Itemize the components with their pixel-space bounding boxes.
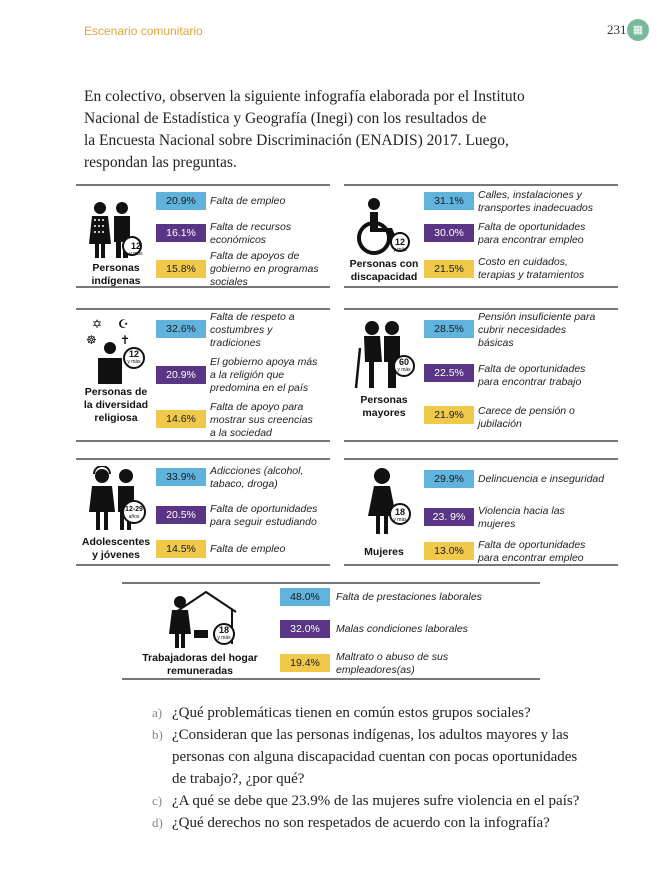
problem-line: Pensión insuficiente para [478, 311, 596, 323]
problem-line: costumbres y [210, 324, 273, 336]
problem-line: Falta de oportunidades [210, 503, 318, 515]
intro-line: respondan las preguntas. [84, 154, 237, 171]
problem-line: mujeres [478, 518, 516, 530]
group-label-line: y jóvenes [92, 549, 140, 561]
section-title: Escenario comunitario [84, 24, 203, 38]
problem-line: para encontrar empleo [478, 552, 584, 564]
problem-line: Falta de apoyos de [210, 250, 300, 262]
svg-text:☸: ☸ [86, 333, 97, 347]
group-label [346, 394, 422, 420]
question-text: ¿Qué problemáticas tienen en común estos grupos sociales? [172, 705, 531, 721]
intro-line [84, 130, 544, 152]
question-b [152, 724, 592, 790]
group-label-line: religiosa [94, 412, 138, 424]
pct-badge: 28.5% [424, 320, 474, 338]
pct-badge: 23. 9% [424, 508, 474, 526]
pct-badge: 20.9% [156, 366, 206, 384]
pct-badge: 22.5% [424, 364, 474, 382]
group-label-line: Personas [360, 394, 408, 406]
question-a [152, 702, 592, 724]
problem-line: Malas condiciones laborales [336, 623, 468, 635]
svg-text:✡: ✡ [92, 317, 103, 331]
pct-badge: 16.1% [156, 224, 206, 242]
problem-line: básicas [478, 337, 514, 349]
panel-discapacidad [344, 184, 618, 288]
problem-text [210, 311, 328, 350]
problem-line: sociales [210, 276, 248, 288]
problem-text [210, 195, 328, 208]
pct-badge: 29.9% [424, 470, 474, 488]
panel-jovenes [76, 458, 330, 566]
problem-text [478, 505, 616, 531]
age-badge-unit: y más [217, 635, 231, 641]
problem-line: Delincuencia e inseguridad [478, 473, 605, 485]
problem-text [478, 221, 616, 247]
pct-badge: 32.6% [156, 320, 206, 338]
question-text: ¿A qué se debe que 23.9% de las mujeres sufre violencia en el país? [172, 793, 580, 809]
group-label [78, 262, 154, 288]
age-badge-unit: años [128, 514, 140, 520]
problem-line: Costo en cuidados, [478, 256, 568, 268]
problem-text [336, 651, 536, 677]
problem-line: para seguir estudiando [210, 516, 317, 528]
age-badge-number: 60 [398, 357, 409, 367]
pct-badge: 21.5% [424, 260, 474, 278]
pct-badge: 14.5% [156, 540, 206, 558]
problem-text [478, 363, 616, 389]
problem-line: Falta de respeto a [210, 311, 295, 323]
problem-line: económicos [210, 234, 267, 246]
problem-text [478, 256, 616, 282]
page-number: 231 [607, 22, 627, 37]
pct-badge: 33.9% [156, 468, 206, 486]
question-text: ¿Consideran que las personas indígenas, los adultos mayores y las [172, 727, 569, 743]
problem-line: para encontrar empleo [478, 234, 584, 246]
problem-line: mostrar sus creencias [210, 414, 313, 426]
problem-line: Adicciones (alcohol, [210, 465, 304, 477]
intro-line: En colectivo, observen la siguiente infografía elaborada por el Instituto [84, 88, 525, 105]
problem-text [336, 591, 536, 604]
problem-line: Violencia hacia las [478, 505, 565, 517]
problem-line: Carece de pensión o [478, 405, 575, 417]
question-letter: c) [152, 793, 163, 808]
group-label-line: la diversidad [83, 399, 149, 411]
age-badge-number: 12 [130, 241, 141, 251]
pct-badge: 14.6% [156, 410, 206, 428]
question-text: de trabajo?, ¿por qué? [172, 771, 305, 787]
problem-text [478, 311, 616, 350]
problem-text [478, 405, 616, 431]
problem-line: Falta de oportunidades [478, 363, 586, 375]
group-label-line: remuneradas [167, 665, 233, 677]
pct-badge: 30.0% [424, 224, 474, 242]
panel-hogar [122, 582, 540, 680]
elderly-people-icon [352, 318, 416, 390]
problem-line: Falta de prestaciones laborales [336, 591, 482, 603]
pct-badge: 20.5% [156, 506, 206, 524]
intro-text: la Encuesta Nacional sobre Discriminación ( [84, 132, 361, 149]
pct-badge: 20.9% [156, 192, 206, 210]
intro-line: Nacional de Estadística y Geografía (Inegi) con los resultados de [84, 110, 487, 127]
problem-line: tabaco, droga) [210, 478, 278, 490]
problem-line: Maltrato o abuso de sus [336, 651, 449, 663]
group-label-line: discapacidad [350, 271, 418, 283]
problem-line: jubilación [478, 418, 522, 430]
problem-line: a la religión que [210, 369, 285, 381]
group-label-line: indígenas [91, 275, 141, 287]
problem-text [210, 221, 328, 247]
group-label [344, 258, 424, 284]
problem-line: El gobierno apoya más [210, 356, 318, 368]
problem-text [210, 401, 328, 440]
question-letter: b) [152, 727, 163, 742]
question-text: personas con alguna discapacidad cuentan con pocas oportunidades [172, 749, 578, 765]
age-badge-unit: y más [393, 517, 407, 523]
age-badge-number: 12 [128, 349, 139, 359]
young-people-icon [84, 466, 148, 532]
pct-badge: 48.0% [280, 588, 330, 606]
problem-line: para encontrar trabajo [478, 376, 582, 388]
problem-line: Calles, instalaciones y [478, 189, 582, 201]
pct-badge: 19.4% [280, 654, 330, 672]
book-icon: ▦ [627, 19, 649, 41]
problem-line: transportes inadecuados [478, 202, 593, 214]
problem-text [210, 250, 328, 289]
problem-text [478, 539, 616, 565]
group-label-line: mayores [362, 407, 406, 419]
problem-line: a la sociedad [210, 427, 272, 439]
problem-line: Falta de oportunidades [478, 221, 586, 233]
question-letter: a) [152, 705, 163, 720]
problem-line: empleadores(as) [336, 664, 415, 676]
panel-mayores [344, 308, 618, 442]
group-label-line: Personas [92, 262, 140, 274]
group-label [344, 546, 424, 559]
group-label [76, 386, 156, 425]
group-label-line: Personas de [84, 386, 148, 398]
age-badge-unit: y más [397, 367, 411, 373]
svg-text:☪: ☪ [118, 317, 129, 331]
pct-badge: 31.1% [424, 192, 474, 210]
pct-badge: 21.9% [424, 406, 474, 424]
problem-line: gobierno en programas [210, 263, 319, 275]
group-label-line: Trabajadoras del hogar [142, 652, 258, 664]
age-badge-unit: y más [129, 251, 143, 257]
pct-badge: 15.8% [156, 260, 206, 278]
problem-text [210, 503, 328, 529]
age-badge-unit: y más [393, 247, 407, 253]
age-badge-number: 12 [394, 237, 405, 247]
panel-religiosa [76, 308, 330, 442]
question-d [152, 812, 592, 834]
age-badge-number: 18 [218, 625, 229, 635]
group-label-line: Personas con [349, 258, 419, 270]
question-text: ¿Qué derechos no son respetados de acuerdo con la infografía? [172, 815, 550, 831]
woman-icon [362, 466, 414, 538]
question-letter: d) [152, 815, 163, 830]
problem-text [210, 356, 328, 395]
panel-mujeres [344, 458, 618, 566]
problem-text [336, 623, 536, 636]
svg-text:✝: ✝ [120, 333, 131, 347]
problem-line: Falta de recursos [210, 221, 292, 233]
pct-badge: 32.0% [280, 620, 330, 638]
age-badge-number: 12-29 [125, 506, 143, 513]
group-label [76, 536, 156, 562]
problem-text [210, 543, 328, 556]
intro-text: ) 2017. Luego, [417, 132, 509, 149]
problem-text [478, 189, 616, 215]
problem-line: terapias y tratamientos [478, 269, 585, 281]
problem-text [478, 473, 616, 486]
problem-line: Falta de empleo [210, 543, 286, 555]
panel-indigenas [76, 184, 330, 288]
problem-text [210, 465, 328, 491]
pct-badge: 13.0% [424, 542, 474, 560]
problem-line: predomina en el país [210, 382, 309, 394]
enadis-acronym: ENADIS [360, 132, 418, 149]
age-badge-number: 18 [394, 507, 405, 517]
problem-line: Falta de oportunidades [478, 539, 586, 551]
question-c [152, 790, 592, 812]
questions-list [152, 702, 592, 834]
group-label [126, 652, 274, 678]
group-label-line: Mujeres [364, 546, 404, 558]
group-label-line: Adolescentes [81, 536, 151, 548]
intro-paragraph [84, 86, 544, 174]
problem-line: Falta de apoyo para [210, 401, 304, 413]
problem-line: cubrir necesidades [478, 324, 567, 336]
age-badge-unit: y más [127, 359, 141, 365]
problem-line: tradiciones [210, 337, 261, 349]
problem-line: Falta de empleo [210, 195, 286, 207]
